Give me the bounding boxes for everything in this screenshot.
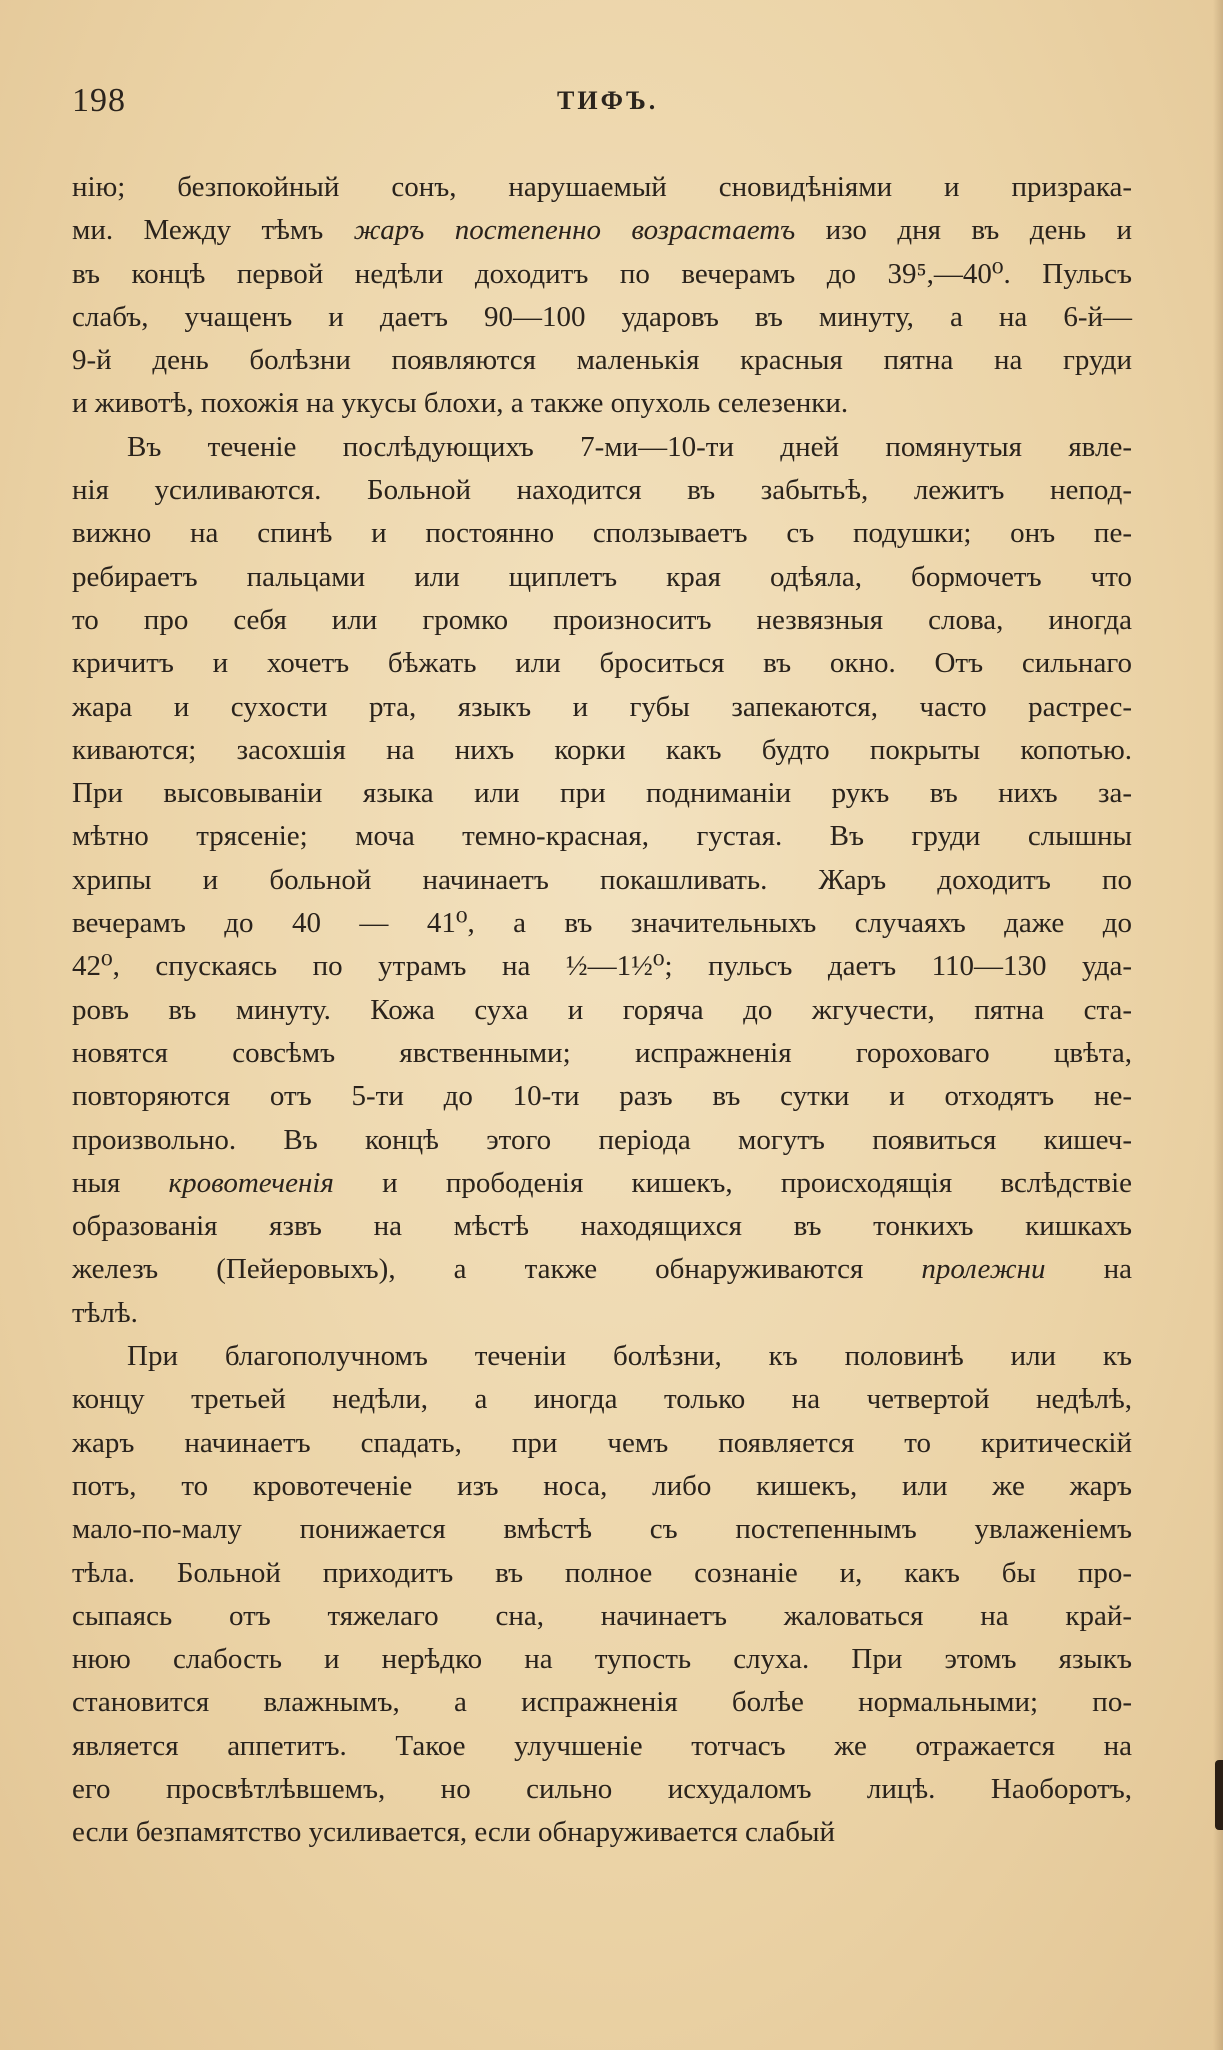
text-line: становится влажнымъ, а испражненія болѣе нормальными; по- [72, 1686, 1132, 1719]
text-line: является аппетитъ. Такое улучшеніе тотчасъ же отражается на [72, 1729, 1132, 1762]
body-text [72, 166, 1132, 1855]
text-line: жара и сухости рта, языкъ и губы запекаются, часто растрес- [72, 690, 1132, 723]
text-line: его просвѣтлѣвшемъ, но сильно исхудаломъ лицѣ. Наоборотъ, [72, 1772, 1132, 1805]
text-line: ровъ въ минуту. Кожа суха и горяча до жгучести, пятна ста- [72, 993, 1132, 1026]
text-line: потъ, то кровотеченіе изъ носа, либо кишекъ, или же жаръ [72, 1469, 1132, 1502]
text-line: тѣлѣ. [72, 1296, 138, 1329]
text-line: вижно на спинѣ и постоянно сползываетъ съ подушки; онъ пе- [72, 517, 1132, 550]
text-line: кричитъ и хочетъ бѣжать или броситься въ окно. Отъ сильнаго [72, 647, 1132, 680]
text-line: слабъ, учащенъ и даетъ 90—100 ударовъ въ минуту, а на 6-й— [72, 300, 1132, 333]
text-line: повторяются отъ 5-ти до 10-ти разъ въ сутки и отходятъ не- [72, 1080, 1132, 1113]
text-line: и животѣ, похожія на укусы блохи, а также опухоль селезенки. [72, 387, 849, 420]
text-line: ребираетъ пальцами или щиплетъ края одѣяла, бормочетъ что [72, 560, 1132, 593]
running-title: ТИФЪ. [557, 86, 659, 115]
text-line: сыпаясь отъ тяжелаго сна, начинаетъ жаловаться на край- [72, 1599, 1132, 1632]
emphasized-term: пролежни [921, 1253, 1046, 1286]
page-edge-shadow [1213, 0, 1223, 2050]
text-line: мѣтно трясеніе; моча темно-красная, густая. Въ груди слышны [72, 820, 1132, 853]
text-line: произвольно. Въ концѣ этого періода могутъ появиться кишеч- [72, 1123, 1132, 1156]
text-line: въ концѣ первой недѣли доходитъ по вечерамъ до 39⁵,—40⁰. Пульсъ [72, 257, 1132, 290]
text-line: При благополучномъ теченіи болѣзни, къ половинѣ или къ [127, 1340, 1132, 1373]
emphasized-term: кровотеченія [168, 1166, 334, 1199]
text-line: тѣла. Больной приходитъ въ полное сознаніе и, какъ бы про- [72, 1556, 1132, 1589]
text-line: новятся совсѣмъ явственными; испражненія гороховаго цвѣта, [72, 1036, 1132, 1069]
running-head [72, 82, 1132, 132]
paragraph [72, 426, 1132, 1335]
text-line: нюю слабость и нерѣдко на тупость слуха. При этомъ языкъ [72, 1643, 1132, 1676]
text-line: если безпамятство усиливается, если обнаруживается слабый [72, 1816, 835, 1849]
text-line: вечерамъ до 40 — 41⁰, а въ значительныхъ случаяхъ даже до [72, 907, 1132, 940]
text-line: мало-по-малу понижается вмѣстѣ съ постепеннымъ увлаженіемъ [72, 1513, 1132, 1546]
text-line: концу третьей недѣли, а иногда только на четвертой недѣлѣ, [72, 1383, 1132, 1416]
page-number: 198 [72, 82, 126, 119]
text-line: нія усиливаются. Больной находится въ забытьѣ, лежитъ непод- [72, 474, 1132, 507]
paragraph [72, 1335, 1132, 1855]
text-line: ныя кровотеченія и прободенія кишекъ, происходящія вслѣдствіе [72, 1166, 1132, 1199]
page-edge-mark [1215, 1760, 1223, 1830]
text-line: Въ теченіе послѣдующихъ 7-ми—10-ти дней помянутыя явле- [127, 430, 1132, 463]
text-line: ми. Между тѣмъ жаръ постепенно возрастаетъ изо дня въ день и [72, 214, 1132, 247]
text-line: то про себя или громко произноситъ незвязныя слова, иногда [72, 603, 1132, 636]
paragraph [72, 166, 1132, 426]
text-line: нію; безпокойный сонъ, нарушаемый сновидѣніями и призрака- [72, 171, 1132, 203]
text-line: железъ (Пейеровыхъ), а также обнаруживаются пролежни на [72, 1253, 1132, 1286]
text-line: образованія язвъ на мѣстѣ находящихся въ тонкихъ кишкахъ [72, 1210, 1132, 1243]
text-line: 42⁰, спускаясь по утрамъ на ½—1½⁰; пульсъ даетъ 110—130 уда- [72, 950, 1132, 983]
emphasized-term: жаръ постепенно возрастаетъ [353, 214, 796, 247]
text-line: киваются; засохшія на нихъ корки какъ будто покрыты копотью. [72, 733, 1132, 766]
text-line: жаръ начинаетъ спадать, при чемъ появляется то критическій [72, 1426, 1132, 1459]
text-line: При высовываніи языка или при подниманіи рукъ въ нихъ за- [72, 777, 1132, 810]
text-line: 9-й день болѣзни появляются маленькія красныя пятна на груди [72, 344, 1132, 377]
text-line: хрипы и больной начинаетъ покашливать. Жаръ доходитъ по [72, 863, 1132, 896]
